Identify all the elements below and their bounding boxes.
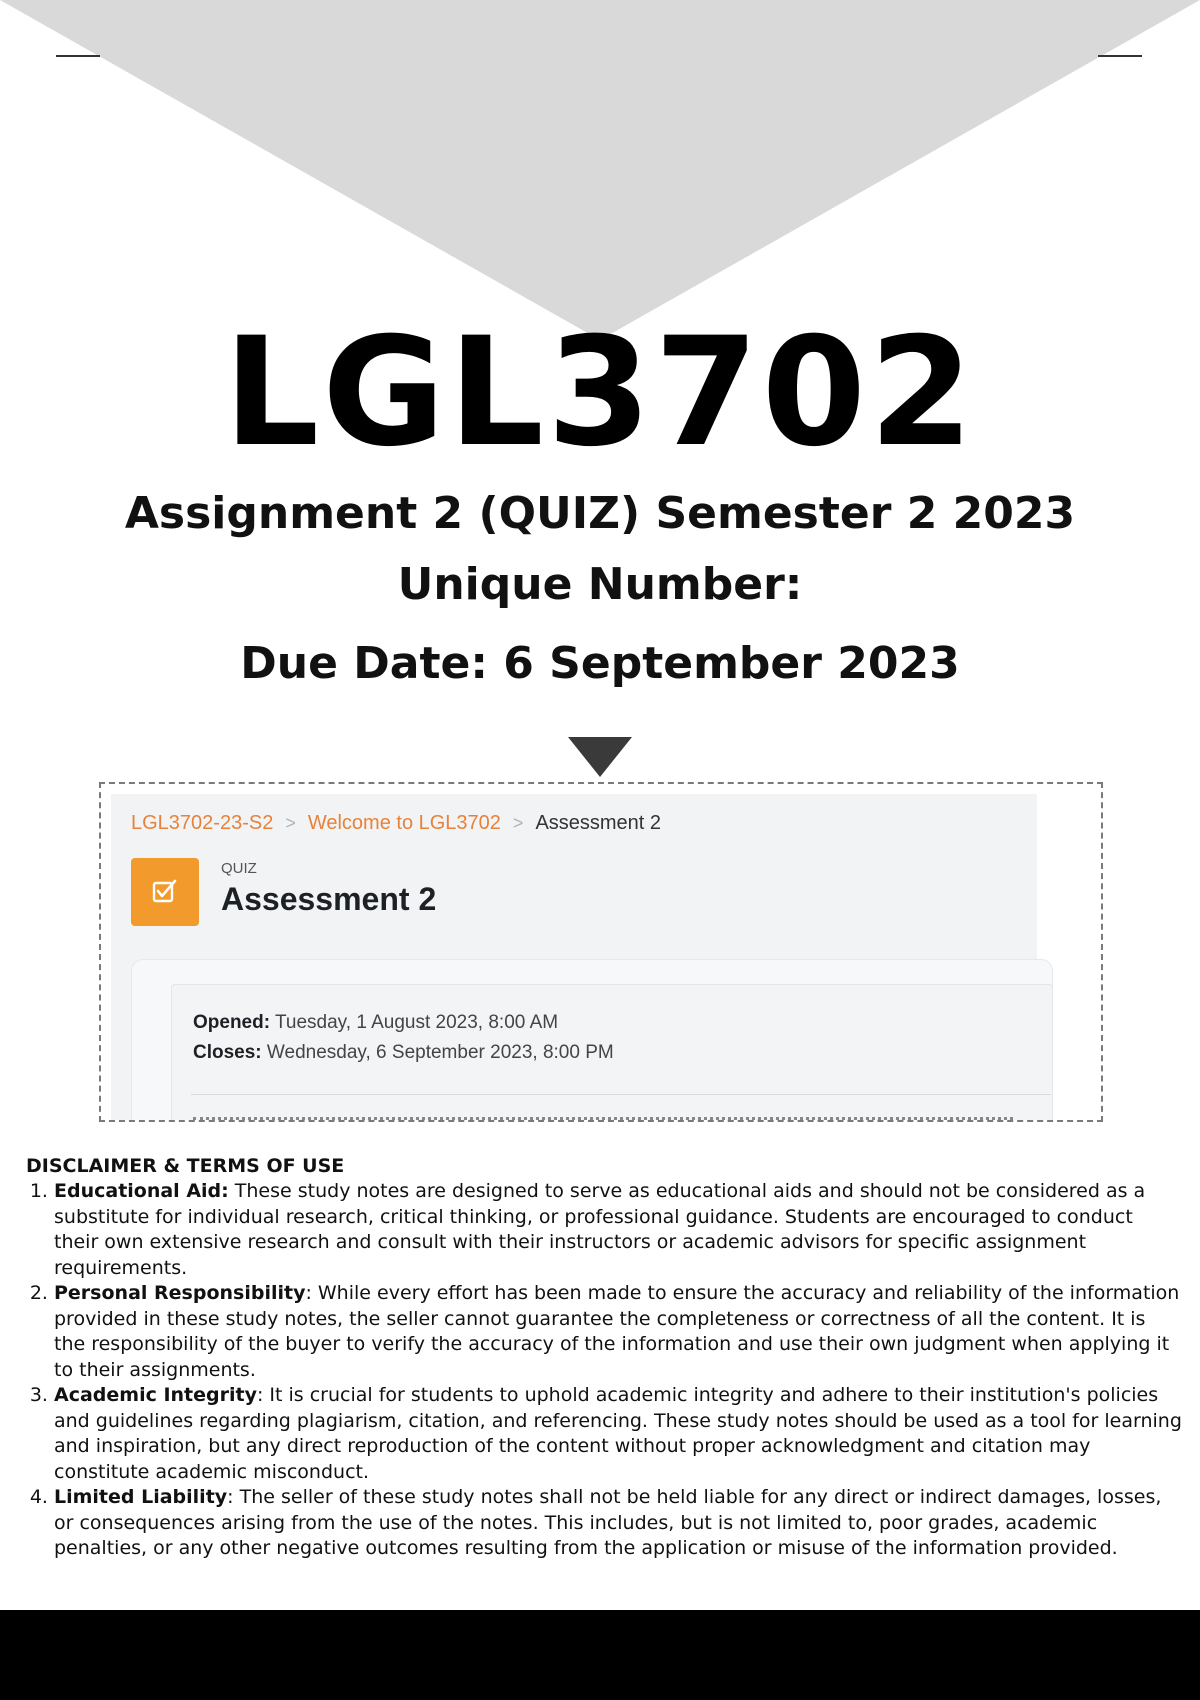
closes-date (193, 1042, 614, 1064)
cropped-text-line (193, 1117, 1013, 1122)
disclaimer-section (22, 1155, 1182, 1562)
terms-item-text: : The seller of these study notes shall not be held liable for any direct or indirect damages, losses, or consequences arising from the use of the notes. This includes, but is not limited to, poor grades, academic penalties, or any other negative outcomes resulting from the application or misuse of the information provided. (54, 1486, 1162, 1559)
terms-item (54, 1383, 1182, 1485)
breadcrumb (131, 812, 661, 835)
terms-list (22, 1179, 1182, 1562)
lms-page (111, 794, 1037, 1122)
top-left-rule (56, 55, 100, 57)
decorative-triangle (0, 0, 1200, 340)
terms-item-heading: Limited Liability (54, 1486, 228, 1508)
down-arrow-icon (568, 737, 632, 777)
course-code-title: LGL3702 (223, 306, 977, 480)
module-type-label: QUIZ (221, 860, 257, 877)
unique-number-line: Unique Number: (397, 559, 803, 610)
opened-label: Opened: (193, 1012, 271, 1033)
terms-item (54, 1179, 1182, 1281)
breadcrumb-separator: > (285, 813, 296, 833)
breadcrumb-course-link[interactable]: LGL3702-23-S2 (131, 812, 274, 834)
card-divider (191, 1094, 1051, 1095)
terms-item-text: These study notes are designed to serve as educational aids and should not be considered as a substitute for individual research, critical thinking, or professional guidance. Students are encouraged to conduct their own extensive research and consult with their instructors or academic advisors for specific assignment requirements. (54, 1180, 1146, 1279)
due-date-line: Due Date: 6 September 2023 (240, 638, 960, 689)
disclaimer-title: DISCLAIMER & TERMS OF USE (26, 1155, 345, 1177)
quiz-checkbox-icon (131, 858, 199, 926)
lms-screenshot (99, 782, 1103, 1122)
terms-item (54, 1281, 1182, 1383)
assignment-subtitle: Assignment 2 (QUIZ) Semester 2 2023 (124, 488, 1076, 539)
opened-value: Tuesday, 1 August 2023, 8:00 AM (275, 1012, 559, 1033)
closes-value: Wednesday, 6 September 2023, 8:00 PM (266, 1042, 614, 1063)
breadcrumb-separator: > (512, 813, 524, 833)
terms-item-heading: Academic Integrity (54, 1384, 257, 1406)
closes-label: Closes: (193, 1042, 262, 1063)
breadcrumb-current: Assessment 2 (535, 812, 662, 834)
terms-item-heading: Personal Responsibility (54, 1282, 306, 1304)
terms-item (54, 1485, 1182, 1562)
terms-item-text: : While every effort has been made to ensure the accuracy and reliability of the information provided in these study notes, the seller cannot guarantee the completeness or correctness of all the content. It is the responsibility of the buyer to verify the accuracy of the information and use their own judgment when applying it to their assignments. (54, 1282, 1180, 1381)
top-right-rule (1098, 55, 1142, 57)
terms-item-heading: Educational Aid: (54, 1180, 229, 1202)
terms-item-text: : It is crucial for students to uphold academic integrity and adhere to their institution's policies and guidelines regarding plagiarism, citation, and referencing. These study notes should be used as a tool for learning and inspiration, but any direct reproduction of the content without proper acknowledgment and citation may constitute academic misconduct. (54, 1384, 1182, 1483)
module-title: Assessment 2 (221, 881, 437, 917)
breadcrumb-welcome-link[interactable]: Welcome to LGL3702 (307, 812, 501, 834)
bottom-black-bar (0, 1610, 1200, 1700)
opened-date (193, 1012, 558, 1034)
